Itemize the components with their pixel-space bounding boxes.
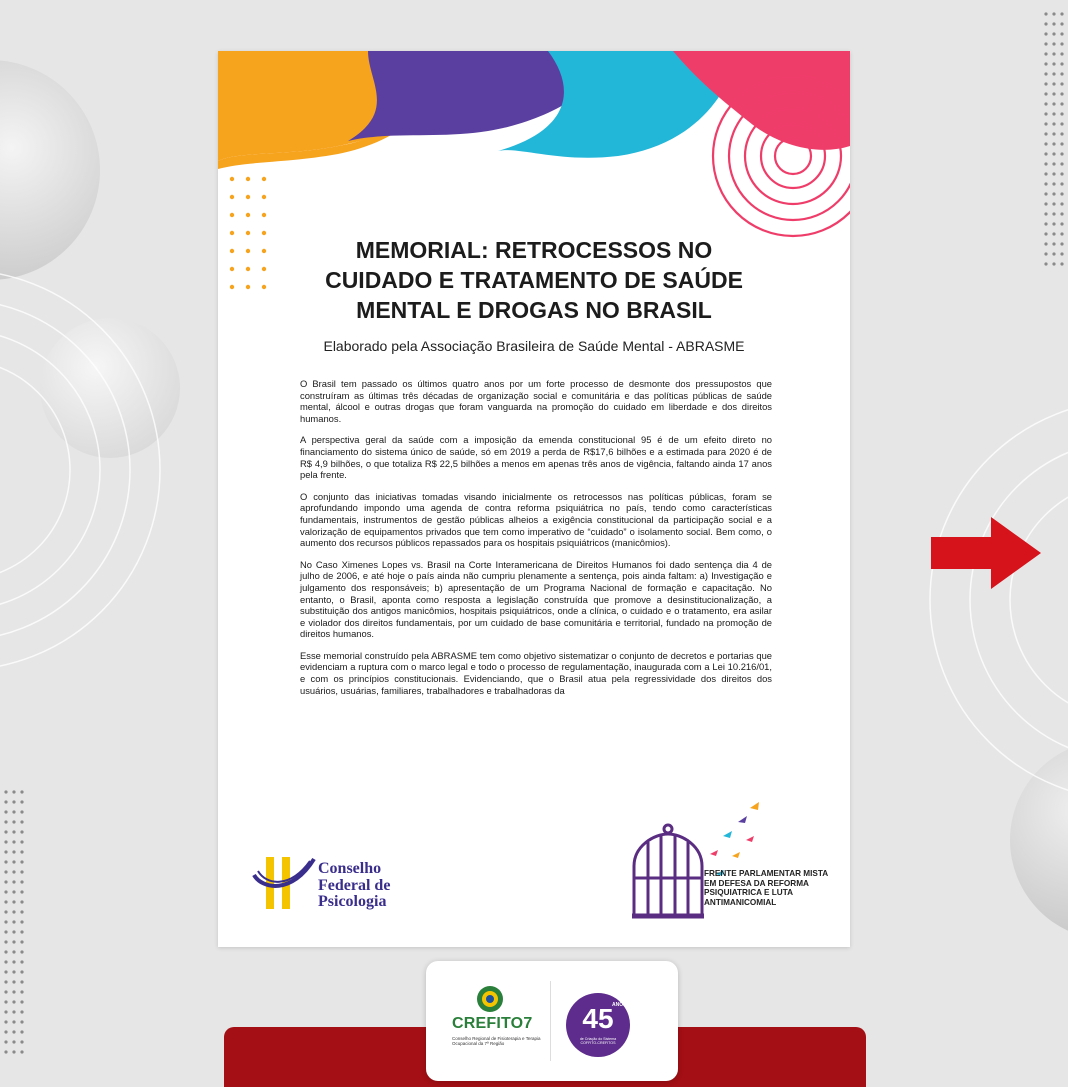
title-line: MENTAL E DROGAS NO BRASIL (356, 297, 712, 323)
crefito-logo-text: CREFITO7 (452, 1015, 533, 1032)
footer-divider (550, 981, 551, 1061)
title-line: CUIDADO E TRATAMENTO DE SAÚDE (325, 267, 743, 293)
frente-line: EM DEFESA DA REFORMA (704, 878, 809, 888)
anniversary-badge (566, 993, 630, 1057)
frente-line: FRENTE PARLAMENTAR MISTA (704, 869, 829, 878)
cfp-line: Psicologia (318, 893, 387, 910)
arrow-right-icon[interactable] (931, 517, 1041, 589)
badge-number: 45 (582, 1003, 614, 1034)
document-page (218, 51, 850, 947)
body-paragraph: No Caso Ximenes Lopes vs. Brasil na Corte Interamericana de Direitos Humanos foi dado sentença dia 4 de julho de 2006, e até hoje o país ainda não cumpriu plenamente a sentença, pois ainda faltam: a) Investigação e julgamento dos responsáveis; b) apresentação de um Programa Nacional de formação e capacitação. No entanto, o Brasil, aponta como resposta a legislação construída que promove a desinstitucionalização, a substituição dos antigos manicômios, hospitais psiquiátricos, onde a clínica, o cuidado e o tratamento, era asilar e violador dos direitos fundamentais, por um cuidado de base comunitária e territorial, fundado na promoção de direitos humanos. (300, 558, 772, 640)
cfp-line: Federal de (318, 876, 391, 894)
cfp-line: Conselho (318, 860, 382, 877)
body-paragraph: O conjunto das iniciativas tomadas visando inicialmente os retrocessos nas políticas públicas, foram se aprofundando impondo uma agenda de contra reforma psiquiátrica no país, tendo como características fundamentais, instrumentos de gestão públicas alheios a exigência constitucional da participação social e a valorização de equipamentos privados que tem como imperativo de “cuidado” o isolamento social. Bem como, o aumento dos recursos públicos repassados para os hospitais psiquiátricos (manicômios). (300, 490, 772, 549)
body-paragraph: Esse memorial construído pela ABRASME tem como objetivo sistematizar o conjunto de decretos e portarias que evidenciam a ruptura com o marco legal e todo o processo de regulamentação, inaugurada com a Lei 10.216/01, e com os princípios constitucionais. Evidenciando, que o Brasil atua pela regressividade dos direitos dos usuários, usuárias, familiares, trabalhadores e trabalhadoras da (300, 649, 772, 696)
document-subtitle: Elaborado pela Associação Brasileira de Saúde Mental - ABRASME (323, 338, 745, 354)
crefito-subtitle: Conselho Regional de Fisioterapia e Terapia Ocupacional da 7ª Região (452, 1036, 541, 1046)
footer-logo-card (426, 961, 678, 1081)
badge-subtitle: de Criação do Sistema COFFITO-CREFITOS (579, 1037, 617, 1045)
cfp-logo-text (318, 861, 390, 911)
frente-logo-text (704, 869, 828, 907)
document-body (300, 378, 772, 706)
badge-top-text: ANOS (612, 1002, 627, 1008)
coat-of-arms-icon (474, 983, 506, 1015)
document-title (278, 235, 790, 325)
body-paragraph: O Brasil tem passado os últimos quatro anos por um forte processo de desmonte dos pressupostos que construíram as últimas três décadas de organização social e comunitária e das políticas públicas de saúde mental, álcool e outras drogas que foram vanguarda na promoção do cuidado em liberdade e dos direitos humanos. (300, 378, 772, 424)
frente-line: PSIQUIATRICA E LUTA (704, 888, 793, 898)
frente-line: ANTIMANICOMIAL (704, 897, 777, 907)
title-line: MEMORIAL: RETROCESSOS NO (355, 237, 713, 263)
body-paragraph: A perspectiva geral da saúde com a imposição da emenda constitucional 95 é de um efeito direto no financiamento do sistema único de saúde, só em 2019 a perda de R$17,6 bilhões e a estimada para 2020 é de R$ 4,9 bilhões, o que totaliza R$ 22,5 bilhões a menos em apenas três anos de vigência, faltando ainda 17 anos pela frente. (300, 434, 772, 481)
